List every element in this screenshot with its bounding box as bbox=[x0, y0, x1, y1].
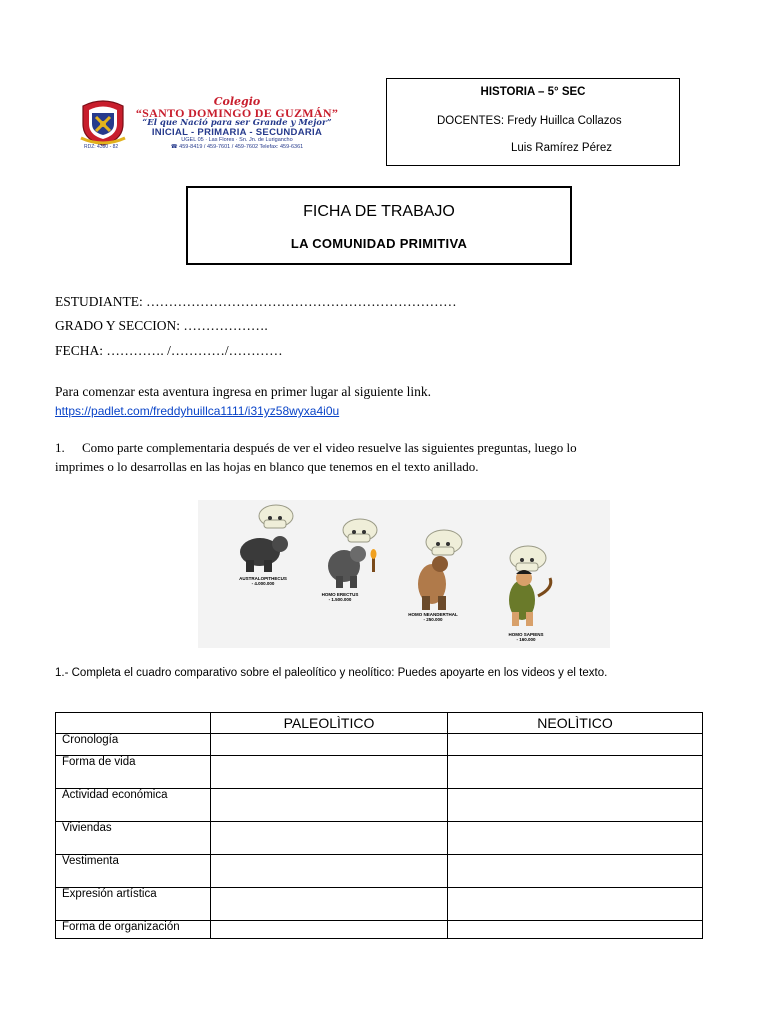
instruction-2: 1.- Completa el cuadro comparativo sobre el paleolítico y neolítico: Puedes apoyarte en los videos y el texto. bbox=[55, 667, 608, 679]
cell-paleolitico-viviendas[interactable] bbox=[211, 822, 448, 855]
logo-colegio-text: Colegio bbox=[213, 95, 261, 108]
cell-paleolitico-forma-de-vida[interactable] bbox=[211, 756, 448, 789]
instruction-1-number: 1. bbox=[55, 440, 65, 455]
cell-neolitico-organizacion[interactable] bbox=[448, 921, 703, 939]
cell-neolitico-viviendas[interactable] bbox=[448, 822, 703, 855]
cell-neolitico-cronologia[interactable] bbox=[448, 734, 703, 756]
table-row bbox=[56, 921, 703, 939]
docentes-label: DOCENTES: Fredy Huillca Collazos bbox=[437, 115, 622, 127]
docente-second: Luis Ramírez Pérez bbox=[511, 142, 612, 154]
instruction-1 bbox=[55, 440, 577, 456]
instruction-1-line1: Como parte complementaria después de ver el video resuelve las siguientes preguntas, luego lo bbox=[82, 440, 577, 455]
cell-neolitico-forma-de-vida[interactable] bbox=[448, 756, 703, 789]
row-label-forma-de-organizacion: Forma de organización bbox=[56, 921, 211, 939]
page-title: FICHA DE TRABAJO bbox=[303, 203, 455, 220]
table-header-row bbox=[56, 713, 703, 734]
grado-seccion-field[interactable]: GRADO Y SECCION: ………………. bbox=[55, 318, 268, 333]
instruction-1-line2: imprimes o lo desarrollas en las hojas en blanco que tenemos en el texto anillado. bbox=[55, 459, 479, 474]
cell-paleolitico-actividad[interactable] bbox=[211, 789, 448, 822]
logo-school-name: “SANTO DOMINGO DE GUZMÁN” bbox=[135, 106, 339, 120]
label-homo-sapiens: HOMO SAPIENS - 160.000 bbox=[508, 632, 544, 643]
table-header-paleolitico: PALEOLÌTICO bbox=[211, 713, 448, 734]
cell-neolitico-vestimenta[interactable] bbox=[448, 855, 703, 888]
page-subtitle: LA COMUNIDAD PRIMITIVA bbox=[290, 236, 468, 251]
school-crest-icon bbox=[80, 98, 126, 146]
logo-phones: ☎ 459-8419 / 459-7601 / 459-7602 Telefax: 459-6361 bbox=[170, 143, 304, 150]
logo-address: UGEL 05 · Las Flores · Sn. Jn. de Lurigancho bbox=[181, 137, 293, 143]
comparison-table bbox=[55, 712, 703, 939]
homo-erectus-figure bbox=[328, 546, 377, 588]
row-label-viviendas: Viviendas bbox=[56, 822, 211, 855]
title-box bbox=[186, 186, 572, 265]
row-label-cronologia: Cronología bbox=[56, 734, 211, 756]
cell-paleolitico-expresion[interactable] bbox=[211, 888, 448, 921]
logo-badge: RDZ: 4390 - 82 bbox=[84, 144, 119, 150]
australopithecus-figure bbox=[240, 536, 288, 572]
homo-neanderthal-figure bbox=[418, 556, 448, 610]
fecha-field[interactable]: FECHA: …………. /…………/………… bbox=[55, 343, 283, 358]
intro-text: Para comenzar esta aventura ingresa en primer lugar al siguiente link. bbox=[55, 384, 431, 399]
padlet-link[interactable]: https://padlet.com/freddyhuillca1111/i31yz58wyxa4i0u bbox=[55, 404, 340, 418]
label-australopithecus: AUSTRALOPITHECUS - 4.000.000 bbox=[239, 576, 287, 587]
table-row bbox=[56, 789, 703, 822]
label-homo-erectus: HOMO ERECTUS - 1.500.000 bbox=[321, 592, 359, 603]
row-label-actividad-economica: Actividad económica bbox=[56, 789, 211, 822]
human-evolution-image bbox=[198, 500, 610, 648]
logo-levels: INICIAL - PRIMARIA - SECUNDARIA bbox=[151, 126, 323, 138]
course-info-box bbox=[386, 78, 680, 166]
estudiante-field[interactable]: ESTUDIANTE: …………………………………………………………… bbox=[55, 294, 457, 309]
cell-neolitico-expresion[interactable] bbox=[448, 888, 703, 921]
table-row bbox=[56, 855, 703, 888]
cell-paleolitico-cronologia[interactable] bbox=[211, 734, 448, 756]
label-homo-neanderthal: HOMO NEANDERTHAL - 250.000 bbox=[408, 612, 458, 623]
row-label-forma-de-vida: Forma de vida bbox=[56, 756, 211, 789]
course-title: HISTORIA – 5° SEC bbox=[480, 86, 586, 98]
cell-paleolitico-vestimenta[interactable] bbox=[211, 855, 448, 888]
row-label-expresion-artistica: Expresión artística bbox=[56, 888, 211, 921]
cell-neolitico-actividad[interactable] bbox=[448, 789, 703, 822]
logo-motto: “El que Nació para ser Grande y Mejor” bbox=[142, 118, 332, 128]
table-row bbox=[56, 888, 703, 921]
table-header-empty bbox=[56, 713, 211, 734]
evolution-illustration bbox=[198, 500, 610, 648]
table-header-neolitico: NEOLÌTICO bbox=[448, 713, 703, 734]
table-row bbox=[56, 756, 703, 789]
homo-sapiens-figure bbox=[509, 570, 551, 626]
table-row bbox=[56, 822, 703, 855]
table-row bbox=[56, 734, 703, 756]
school-logo bbox=[80, 96, 342, 152]
cell-paleolitico-organizacion[interactable] bbox=[211, 921, 448, 939]
row-label-vestimenta: Vestimenta bbox=[56, 855, 211, 888]
